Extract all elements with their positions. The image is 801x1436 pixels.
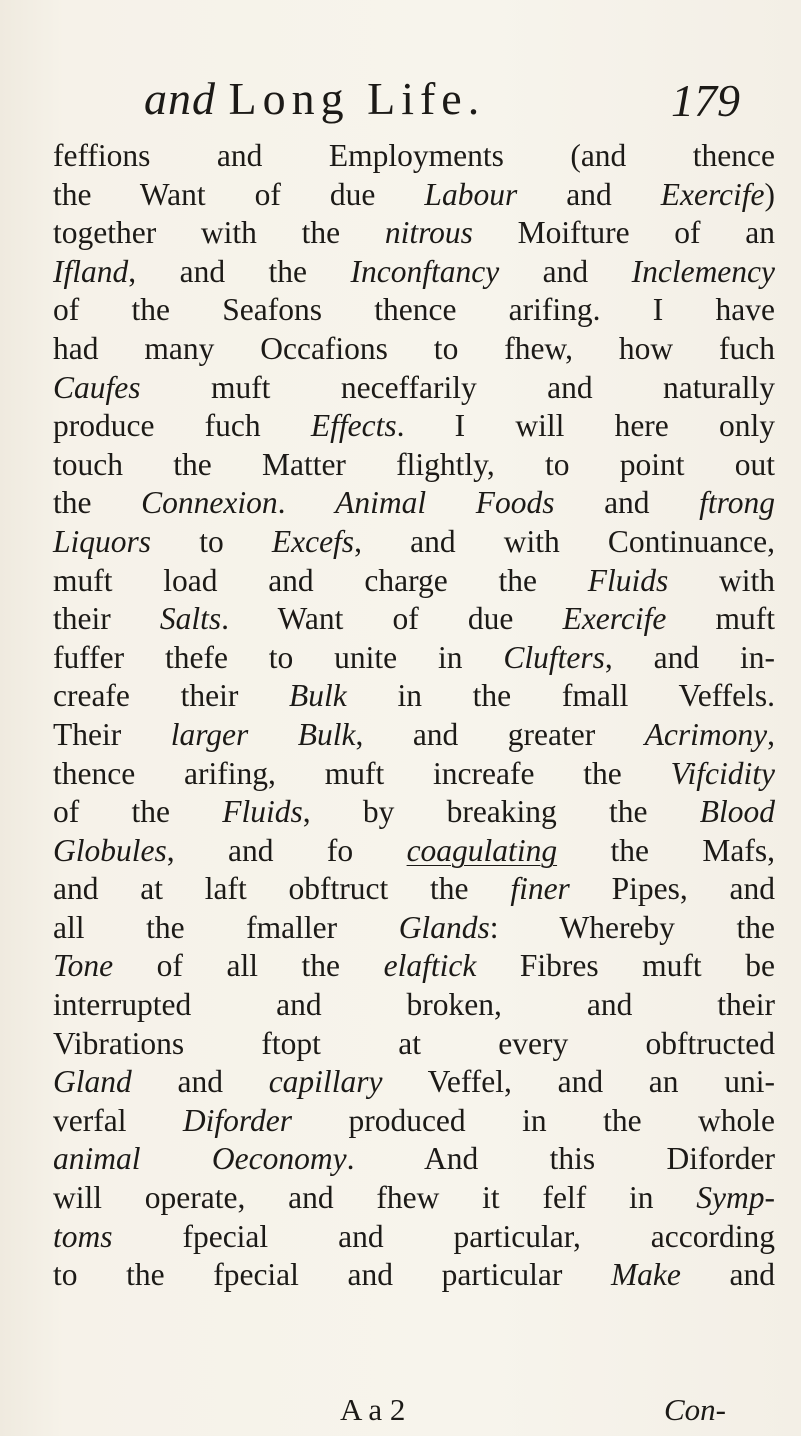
- text-segment: of all the: [113, 948, 384, 984]
- text-segment: with: [668, 562, 775, 598]
- text-segment: and: [554, 485, 700, 521]
- text-line: [53, 484, 775, 523]
- text-segment: elaftick: [383, 948, 477, 984]
- text-segment: thence arifing, muft increafe the: [53, 755, 671, 791]
- text-segment: . And this Diforder: [346, 1141, 775, 1177]
- page-number: 179: [671, 75, 740, 126]
- text-segment: Salts: [159, 601, 222, 637]
- text-segment: muft neceffarily and naturally: [140, 369, 775, 405]
- text-segment: Clufters: [503, 639, 605, 675]
- text-segment: Their: [53, 716, 171, 752]
- text-segment: .: [277, 485, 336, 521]
- text-line: [53, 1218, 775, 1257]
- running-head-and: and: [144, 73, 216, 124]
- text-line: [53, 986, 775, 1025]
- text-line: [53, 137, 775, 176]
- text-segment: Ifland: [53, 253, 129, 289]
- text-segment: larger Bulk: [170, 716, 356, 752]
- text-line: [53, 716, 775, 755]
- text-segment: Inconftancy: [350, 253, 500, 289]
- text-segment: feffions and Employments (and thence: [53, 138, 775, 173]
- text-segment: all the fmaller: [53, 909, 399, 945]
- text-segment: , and fo: [166, 832, 407, 868]
- text-segment: verfal: [53, 1102, 183, 1138]
- text-segment: muft load and charge the: [53, 562, 588, 598]
- text-segment: Make: [610, 1257, 681, 1293]
- text-segment: . Want of due: [221, 601, 563, 637]
- text-segment: , and greater: [355, 716, 645, 752]
- text-segment: Symp-: [696, 1180, 775, 1216]
- text-segment: Exercife: [660, 176, 765, 212]
- text-segment: Glands: [398, 909, 490, 945]
- text-segment: Vibrations ftopt at every obftructed: [53, 1025, 775, 1061]
- text-segment: Fluids: [587, 562, 669, 598]
- text-segment: finer: [510, 871, 570, 907]
- text-segment: ,: [767, 716, 775, 752]
- text-line: [53, 330, 775, 369]
- text-segment: Effects: [310, 408, 397, 444]
- text-line: [53, 1140, 775, 1179]
- text-segment: Excefs: [271, 523, 355, 559]
- text-line: [53, 1102, 775, 1141]
- text-line: [53, 291, 775, 330]
- text-line: [53, 446, 775, 485]
- text-segment: toms: [53, 1218, 113, 1254]
- text-line: [53, 214, 775, 253]
- text-segment: had many Occafions to fhew, how fuch: [53, 330, 775, 366]
- text-segment: , and in-: [604, 639, 775, 675]
- text-segment: Acrimony: [644, 716, 768, 752]
- text-segment: Diforder: [182, 1102, 292, 1138]
- signature-mark: A a 2: [340, 1392, 406, 1427]
- catchword: Con-: [664, 1392, 726, 1427]
- text-segment: : Whereby the: [489, 909, 775, 945]
- text-segment: Exercife: [562, 601, 667, 637]
- text-segment: Moifture of an: [472, 215, 775, 251]
- text-line: [53, 755, 775, 794]
- text-segment: the Mafs,: [557, 832, 775, 868]
- page-header: [120, 72, 740, 134]
- text-line: [53, 677, 775, 716]
- text-line: [53, 1256, 775, 1295]
- text-segment: in the fmall Veffels.: [346, 678, 775, 714]
- text-segment: the Want of due: [53, 176, 425, 212]
- text-segment: nitrous: [384, 215, 473, 251]
- text-segment: will operate, and fhew it felf in: [53, 1180, 697, 1216]
- text-line: [53, 1063, 775, 1102]
- text-segment: capillary: [268, 1064, 383, 1100]
- body-text: [53, 137, 775, 1295]
- text-segment: Blood: [699, 794, 775, 830]
- text-segment: produce fuch: [53, 408, 311, 444]
- text-segment: to: [151, 523, 272, 559]
- text-line: [53, 639, 775, 678]
- text-segment: of the Seafons thence arifing. I have: [53, 292, 775, 328]
- text-segment: Connexion: [141, 485, 278, 521]
- running-head-title: Long Life.: [228, 73, 486, 124]
- text-segment: produced in the whole: [292, 1102, 775, 1138]
- text-segment: of the: [53, 794, 223, 830]
- text-line: [53, 947, 775, 986]
- text-segment: Veffel, and an uni-: [382, 1064, 775, 1100]
- text-line: [53, 870, 775, 909]
- text-segment: ftrong: [699, 485, 776, 521]
- text-segment: , and the: [128, 253, 351, 289]
- text-segment: Animal Foods: [335, 485, 555, 521]
- text-segment: and: [499, 253, 632, 289]
- text-line: [53, 253, 775, 292]
- text-segment: and at laft obftruct the: [53, 871, 511, 907]
- text-line: [53, 1179, 775, 1218]
- text-line: [53, 562, 775, 601]
- text-segment: Gland: [53, 1064, 132, 1100]
- text-segment: muft: [666, 601, 776, 637]
- text-line: [53, 793, 775, 832]
- text-segment: Inclemency: [631, 253, 776, 289]
- text-segment: Labour: [424, 176, 518, 212]
- text-segment: together with the: [53, 215, 385, 251]
- text-segment: ): [764, 176, 775, 212]
- text-segment: , by breaking the: [302, 794, 700, 830]
- text-segment: fuffer thefe to unite in: [53, 639, 504, 675]
- text-line: [53, 600, 775, 639]
- page-footer: [0, 1392, 801, 1432]
- text-segment: coagulating: [406, 832, 558, 868]
- text-segment: and: [517, 176, 661, 212]
- text-segment: Tone: [53, 948, 114, 984]
- running-head: [144, 72, 485, 125]
- text-segment: Fibres muft be: [476, 948, 775, 984]
- text-segment: animal Oeconomy: [53, 1141, 347, 1177]
- text-segment: Bulk: [289, 678, 347, 714]
- text-segment: Vifcidity: [670, 755, 775, 791]
- text-line: [53, 523, 775, 562]
- text-segment: Fluids: [222, 794, 303, 830]
- text-segment: and: [131, 1064, 269, 1100]
- text-segment: to the fpecial and particular: [53, 1257, 611, 1293]
- text-line: [53, 1025, 775, 1064]
- text-segment: . I will here only: [396, 408, 775, 444]
- text-segment: Caufes: [53, 369, 141, 405]
- text-segment: their: [53, 601, 160, 637]
- text-segment: creafe their: [53, 678, 290, 714]
- text-line: [53, 832, 775, 871]
- text-line: [53, 176, 775, 215]
- text-segment: interrupted and broken, and their: [53, 987, 775, 1023]
- text-segment: and: [680, 1257, 775, 1293]
- text-segment: the: [53, 485, 142, 521]
- text-segment: touch the Matter flightly, to point out: [53, 446, 775, 482]
- text-line: [53, 407, 775, 446]
- text-line: [53, 909, 775, 948]
- text-segment: , and with Continuance,: [354, 523, 775, 559]
- text-segment: fpecial and particular, according: [112, 1218, 775, 1254]
- text-segment: Liquors: [53, 523, 152, 559]
- text-segment: Globules: [53, 832, 167, 868]
- text-line: [53, 369, 775, 408]
- text-segment: Pipes, and: [569, 871, 775, 907]
